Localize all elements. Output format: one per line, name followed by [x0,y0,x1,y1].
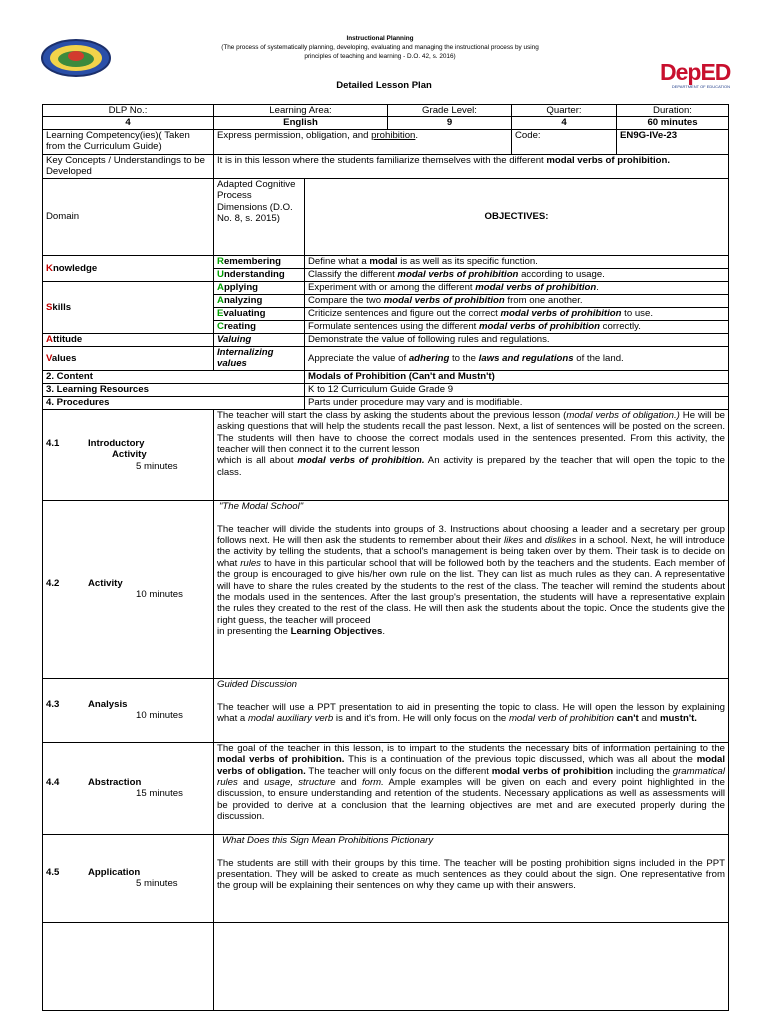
obj-analyzing-c: from one another. [504,294,583,306]
p3-t1: The teacher will use a PPT presentation to aid in presenting the topic to class. He will open the lesson by explaining what a [217,701,725,725]
obj-applying-b: modal verbs of prohibition [475,281,597,293]
attitude-initial: A [46,333,53,345]
header-line-3: principles of teaching and learning - D.O. 42, s. 2016) [304,53,456,60]
deped-logo [660,60,730,100]
p2-t6: . [382,626,385,638]
p2-t3i: rules [240,557,261,569]
attitude-domain [43,333,214,346]
remembering-row [43,255,729,268]
p4-t3: The teacher will only focus on the different [305,765,492,777]
key-concepts-text [214,154,729,178]
remembering-initial: R [217,255,224,267]
empty-cell-right [214,922,729,1010]
obj-creating-c: correctly. [600,320,641,332]
dim-valuing: Valuing [214,333,305,346]
resources-value: K to 12 Curriculum Guide Grade 9 [305,383,729,396]
quarter-label: Quarter: [512,105,617,117]
proc-4-4-label [43,742,214,834]
obj-int-e: of the land. [573,352,624,364]
obj-remembering [305,255,729,268]
skills-domain [43,281,214,333]
p4-t1b: modal verbs of prohibition. [217,754,345,766]
p3-t3b: can't [616,713,639,725]
obj-int-c: to the [449,352,479,364]
p1-t1: The teacher will start the class by asking the students about the previous lesson ( [217,409,567,421]
duration-value: 60 minutes [617,117,729,129]
dim-creating [214,320,305,333]
proc-4-1-name2: Activity [112,449,147,461]
dim-applying [214,281,305,294]
creating-initial: C [217,320,224,332]
remembering-rest: emembering [223,255,281,267]
domain-header-row [43,178,729,255]
dim-analyzing [214,294,305,307]
info-values-row [43,117,729,129]
empty-cell-left [43,922,214,1010]
grade-level-label: Grade Level: [388,105,512,117]
p1-t2: He will be asking questions that will help the students recall the past lesson. Next, a list of sentences will be posted on the screen. The students will then have to choose the correct modals used in the sentences presented. From this activity, the teacher will then connect it to the current lesson [217,409,725,456]
values-initial: V [46,352,52,364]
dlp-label: DLP No.: [43,105,214,117]
p3-title: Guided Discussion [217,678,297,690]
header-line-1: Instructional Planning [346,35,414,42]
p2-t1i: likes [503,535,524,547]
content-label: 2. Content [43,370,305,383]
obj-understanding-a: Classify the different [308,268,398,280]
proc-4-3-mins: 10 minutes [136,710,183,722]
proc-4-2-name: Activity [88,577,123,589]
evaluating-initial: E [217,307,224,319]
procedure-4-3 [43,678,729,742]
p4-t7: Ample examples will be given on each and every point highlighted in the discussion, to ensure understanding and retention of the students. Necessary applications as well as assessments will be provided to derive at a conclusion that the learning objectives are met and are executed properly during the discussion. [217,777,725,823]
objectives-header: OBJECTIVES: [305,178,729,255]
obj-creating-a: Formulate sentences using the different [308,320,480,332]
p4-t5: and [237,777,265,789]
grade-level-value: 9 [388,117,512,129]
p5-t1: The students are still with their groups by this time. The teacher will be posting prohibition signs included in the PPT presentation. They will be asked to create as much sentences as they could about the sign. One representative from the group will be explaining their sentences on why they came up with their answers. [217,857,725,892]
proc-4-5-name: Application [88,866,141,878]
p2-t4: to have in this particular school that will be followed both by the teachers and the students. Each member of the group is encouraged to give his/her own rule on the list. They can list as much rules as they can. A representative will have to share the rules created by the students to the rest of the class. The teacher will remind the students about the modals used in the sentences. After the last group's presentation, the students will have a representative explain the rules they created to the rest of the class. He will then ask the students about the topic. Once the students give the right guess, the teacher will proceed [217,557,725,626]
dimensions-header: Adapted Cognitive Process Dimensions (D.O. No. 8, s. 2015) [214,178,305,255]
p2-t2: and [523,535,545,547]
proc-4-5-mins: 5 minutes [136,878,178,890]
proc-4-2-text [214,500,729,678]
competency-label: Learning Competency(ies)( Taken from the Curriculum Guide) [43,129,214,154]
understanding-rest: nderstanding [223,268,285,280]
resources-row [43,383,729,396]
dim-evaluating [214,307,305,320]
proc-4-3-num: 4.3 [46,698,60,710]
skills-initial: S [46,301,53,313]
proc-4-1-mins: 5 minutes [136,460,178,472]
deped-logo-text: DepED [660,59,731,85]
dim-understanding [214,268,305,281]
dim-internalizing: Internalizing values [214,346,305,370]
analyzing-initial: A [217,294,224,306]
obj-creating [305,320,729,333]
procedures-row [43,396,729,409]
p1-t1i: modal verbs of obligation.) [566,409,680,421]
p1-t3: which is all about [217,455,298,467]
understanding-initial: U [217,268,224,280]
procedures-value: Parts under procedure may vary and is modifiable. [305,396,729,409]
proc-4-5-text [214,834,729,922]
p3-t2: is and it's from. He will only focus on the [333,713,509,725]
obj-analyzing-b: modal verbs of prohibition [383,294,505,306]
p4-t2b: modal verbs of obligation. [217,754,725,777]
obj-valuing: Demonstrate the value of following rules and regulations. [305,333,729,346]
obj-applying [305,281,729,294]
proc-4-5-num: 4.5 [46,866,60,878]
obj-int-b: adhering [408,352,450,364]
document-header [0,0,768,104]
applying-initial: A [217,281,224,293]
knowledge-initial: K [46,262,53,274]
values-domain [43,346,214,370]
p2-t5: in presenting the [217,626,291,638]
duration-label-text: Duration: [653,105,692,116]
p5-title: What Does this Sign Mean Prohibitions Pictionary [222,834,434,846]
proc-4-3-text [214,678,729,742]
proc-4-4-text [214,742,729,834]
p4-t3b: modal verbs of prohibition [491,765,614,777]
domain-header: Domain [43,178,214,255]
proc-4-1-label [43,409,214,500]
proc-4-2-num: 4.2 [46,577,60,589]
applying-row [43,281,729,294]
key-concepts-bold: modal verbs of prohibition. [546,154,671,166]
analyzing-rest: nalyzing [223,294,263,306]
obj-evaluating-c: to use. [621,307,653,319]
proc-4-4-num: 4.4 [46,776,60,788]
obj-applying-c: . [596,281,599,293]
p4-t1: The goal of the teacher in this lesson, is to impart to the students the necessary bits of information pertaining to the [217,742,725,754]
attitude-rest: ttitude [52,333,83,345]
knowledge-domain [43,255,214,281]
p2-t3: in a school. Next, he will introduce the activity by telling the students, that a school's management is being taken over by them. Their task is to decide on what [217,535,725,569]
attitude-row [43,333,729,346]
proc-4-2-mins: 10 minutes [136,589,183,601]
empty-row [43,922,729,1010]
p4-t4i: grammatical rules [217,765,726,789]
obj-int-d: laws and regulations [478,352,574,364]
p4-t2: This is a continuation of the previous topic discussed, which was all about the [344,754,697,766]
creating-rest: reating [223,320,256,332]
obj-internalizing [305,346,729,370]
proc-4-3-name: Analysis [88,698,128,710]
obj-remembering-a: Define what a [308,255,370,267]
proc-4-1-text [214,409,729,500]
competency-text-end: . [415,129,419,141]
obj-understanding-c: according to usage. [518,268,605,280]
obj-remembering-c: is as well as its specific function. [397,255,538,267]
knowledge-rest: nowledge [52,262,98,274]
applying-rest: pplying [223,281,259,293]
key-concepts-text-a: It is in this lesson where the students familiarize themselves with the different [217,154,547,166]
values-row [43,346,729,370]
dim-remembering [214,255,305,268]
obj-creating-b: modal verbs of prohibition [479,320,601,332]
p3-t4: and [638,713,661,725]
obj-analyzing-a: Compare the two [308,294,384,306]
content-row [43,370,729,383]
learning-area-value: English [214,117,388,129]
competency-text-u: prohibition [371,129,416,141]
duration-label [617,105,729,117]
proc-4-5-label [43,834,214,922]
dlp-value: 4 [43,117,214,129]
p4-t6i: form. [361,777,384,789]
lesson-plan-table [42,104,729,1011]
code-value: EN9G-IVe-23 [617,129,729,154]
obj-understanding-b: modal verbs of prohibition [397,268,519,280]
p4-t5i: usage, structure [264,777,336,789]
p3-t4b: mustn't. [660,713,697,725]
proc-4-1-num: 4.1 [46,437,60,449]
quarter-value: 4 [512,117,617,129]
proc-4-2-label [43,500,214,678]
p1-t4: An activity is prepared by the teacher that will open the topic to the class. [217,455,726,478]
proc-4-4-name: Abstraction [88,776,142,788]
procedures-label: 4. Procedures [43,396,305,409]
obj-int-a: Appreciate the value of [308,352,409,364]
procedure-4-2 [43,500,729,678]
proc-4-3-label [43,678,214,742]
key-concepts-label: Key Concepts / Understandings to be Developed [43,154,214,178]
p2-t1: The teacher will divide the students into groups of 3. Instructions about choosing a leader and a secretary per group follows next. He will then ask the students to remember about their [217,523,725,547]
resources-label: 3. Learning Resources [43,383,305,396]
key-concepts-row [43,154,729,178]
obj-evaluating-a: Criticize sentences and figure out the correct [308,307,501,319]
values-rest: alues [51,352,77,364]
deped-logo-subtext: DEPARTMENT OF EDUCATION [671,84,730,89]
p2-title: "The Modal School" [219,500,304,512]
document-title: Detailed Lesson Plan [336,80,432,91]
skills-rest: kills [52,301,72,313]
obj-applying-a: Experiment with or among the different [308,281,476,293]
obj-understanding [305,268,729,281]
p1-t3b: modal verbs of prohibition. [297,455,425,467]
obj-evaluating-b: modal verbs of prohibition [500,307,622,319]
p3-t1i: modal auxiliary verb [247,713,334,725]
obj-evaluating [305,307,729,320]
p3-t2i: modal verb of prohibition [508,713,614,725]
procedure-4-1 [43,409,729,500]
obj-analyzing [305,294,729,307]
header-text [140,34,620,61]
p4-t6: and [335,777,362,789]
proc-4-4-mins: 15 minutes [136,788,183,800]
learning-area-label: Learning Area: [214,105,388,117]
header-line-2: (The process of systematically planning, developing, evaluating and managing the instructional process by using [221,44,539,51]
info-labels-row [43,105,729,117]
proc-4-1-name1: Introductory [88,437,145,449]
school-seal-logo [40,38,112,78]
p2-t5b: Learning Objectives [290,626,383,638]
content-value: Modals of Prohibition (Can't and Mustn't) [305,370,729,383]
evaluating-rest: valuating [223,307,266,319]
p4-t4: including the [613,765,673,777]
procedure-4-4 [43,742,729,834]
p2-t2i: dislikes [544,535,577,547]
obj-remembering-b: modal [369,255,398,267]
competency-row [43,129,729,154]
code-label: Code: [512,129,617,154]
procedure-4-5 [43,834,729,922]
competency-text-a: Express permission, obligation, and [217,129,372,141]
competency-text [214,129,512,154]
